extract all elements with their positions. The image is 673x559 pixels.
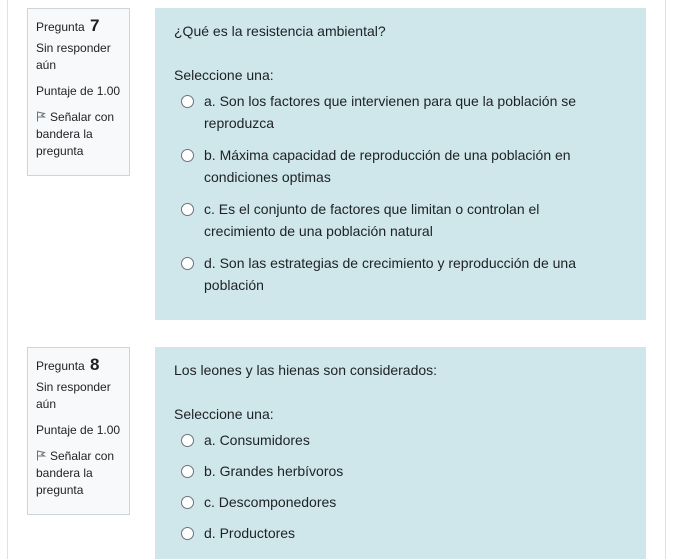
flag-question-link[interactable]: Señalar con bandera la pregunta xyxy=(36,449,115,497)
answer-option-d[interactable] xyxy=(174,252,627,296)
radio-button[interactable] xyxy=(181,203,194,216)
answer-label[interactable]: d. Productores xyxy=(204,525,296,541)
question-text: Los leones y las hienas son considerados: xyxy=(174,362,438,378)
question-grade: Puntaje de 1.00 xyxy=(36,423,121,437)
radio-button[interactable] xyxy=(181,257,194,270)
flag-icon xyxy=(36,450,46,461)
answer-prompt: Seleccione una: xyxy=(174,67,274,83)
question-state: Sin responder aún xyxy=(36,41,111,72)
radio-button[interactable] xyxy=(181,149,194,162)
question-info-7 xyxy=(27,8,130,176)
answer-option-b[interactable] xyxy=(174,144,627,188)
question-content-8 xyxy=(155,347,646,559)
answer-label[interactable]: b. Grandes herbívoros xyxy=(204,463,344,479)
answer-option-c[interactable] xyxy=(174,198,627,242)
answer-label[interactable]: c. Es el conjunto de factores que limitan o controlan el crecimiento de una población natural xyxy=(204,201,540,239)
answer-option-b[interactable] xyxy=(174,460,627,482)
question-info-8 xyxy=(27,347,130,515)
answer-option-a[interactable] xyxy=(174,90,627,134)
page-border-right xyxy=(665,0,666,559)
question-number: Pregunta 8 xyxy=(36,355,100,374)
answer-prompt: Seleccione una: xyxy=(174,406,274,422)
answer-label[interactable]: d. Son las estrategias de crecimiento y reproducción de una población xyxy=(204,255,576,293)
answer-label[interactable]: a. Son los factores que intervienen para que la población se reproduzca xyxy=(204,93,577,131)
question-text: ¿Qué es la resistencia ambiental? xyxy=(174,23,386,39)
page-border-left xyxy=(7,0,8,559)
radio-button[interactable] xyxy=(181,465,194,478)
question-content-7 xyxy=(155,8,646,320)
question-state: Sin responder aún xyxy=(36,380,111,411)
question-number: Pregunta 7 xyxy=(36,16,100,35)
answer-option-a[interactable] xyxy=(174,429,627,451)
radio-button[interactable] xyxy=(181,95,194,108)
flag-question-link[interactable]: Señalar con bandera la pregunta xyxy=(36,110,115,158)
radio-button[interactable] xyxy=(181,434,194,447)
flag-icon xyxy=(36,111,46,122)
answer-label[interactable]: b. Máxima capacidad de reproducción de una población en condiciones optimas xyxy=(204,147,571,185)
question-grade: Puntaje de 1.00 xyxy=(36,84,121,98)
answer-option-d[interactable] xyxy=(174,522,627,544)
radio-button[interactable] xyxy=(181,527,194,540)
radio-button[interactable] xyxy=(181,496,194,509)
answer-label[interactable]: a. Consumidores xyxy=(204,432,310,448)
answer-option-c[interactable] xyxy=(174,491,627,513)
answer-label[interactable]: c. Descomponedores xyxy=(204,494,337,510)
